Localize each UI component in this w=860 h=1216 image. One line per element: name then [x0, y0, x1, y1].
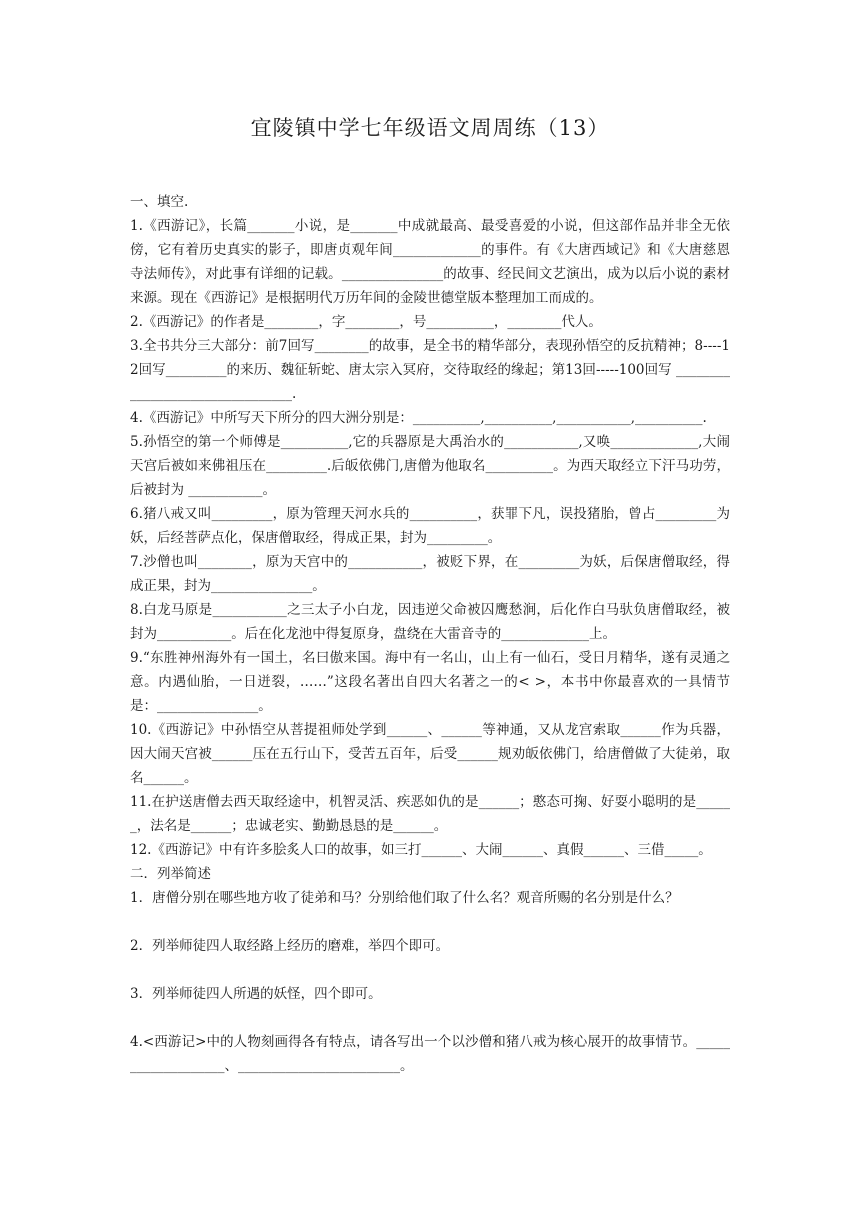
question-5: 5.孙悟空的第一个师傅是__________,它的兵器原是大禹治水的___________,又唤_____________,大闹天宫后被如来佛祖压在_________.后皈依佛门,唐僧为他取名__________。为西天取经立下汗马功劳，后被封为 ___________。 — [130, 434, 730, 498]
question-3: 3.全书共分三大部分：前7回写________的故事，是全书的精华部分，表现孙悟空的反抗精神；8----12回写_________的来历、魏征斩蛇、唐太宗入冥府，交待取经的缘起；第13回-----100回写 ________________________________. — [130, 338, 730, 402]
question-1: 1.《西游记》，长篇_______小说，是_______中成就最高、最受喜爱的小说，但这部作品并非全无依傍，它有着历史真实的影子，即唐贞观年间_____________的事件。有《大唐西域记》和《大唐慈恩寺法师传》，对此事有详细的记载。_______________的故事、经民间文艺演出，成为以后小说的素材来源。现在《西游记》是根据明代万历年间的金陵世德堂版本整理加工而成的。 — [130, 218, 730, 306]
question-8: 8.白龙马原是___________之三太子小白龙，因违逆父命被囚鹰愁涧，后化作白马驮负唐僧取经，被封为___________。后在化龙池中得复原身，盘绕在大雷音寺的_____________上。 — [130, 602, 730, 642]
list-question-4: 4.<西游记>中的人物刻画得各有特点，请各写出一个以沙僧和猪八戒为核心展开的故事情节。___________________、________________________。 — [130, 1034, 730, 1074]
section-heading-list: 二．列举简述 — [130, 866, 211, 882]
question-4: 4.《西游记》中所写天下所分的四大洲分别是：__________,__________,___________,__________. — [130, 410, 707, 426]
list-question-2: 2．列举师徒四人取经路上经历的磨难，举四个即可。 — [130, 938, 450, 954]
question-10: 10.《西游记》中孙悟空从菩提祖师处学到______、______等神通，又从龙宫索取______作为兵器，因大闹天宫被______压在五行山下，受苦五百年，后受______规劝皈依佛门，给唐僧做了大徒弟，取名______。 — [130, 722, 730, 786]
list-question-3: 3．列举师徒四人所遇的妖怪，四个即可。 — [130, 986, 382, 1002]
question-11: 11.在护送唐僧去西天取经途中，机智灵活、疾恶如仇的是______；憨态可掬、好耍小聪明的是______，法名是______；忠诚老实、勤勤恳恳的是______。 — [130, 794, 730, 834]
question-12: 12.《西游记》中有许多脍炙人口的故事，如三打______、大闹______、真假______、三借_____。 — [130, 842, 712, 858]
page-title: 宜陵镇中学七年级语文周周练（13） — [250, 116, 610, 140]
section-heading-fill-in: 一、填空. — [130, 194, 189, 210]
list-section — [130, 862, 730, 1078]
question-7: 7.沙僧也叫________，原为天宫中的___________，被贬下界，在_________为妖，后保唐僧取经，得成正果，封为_______________。 — [130, 554, 730, 594]
question-9: 9.“东胜神州海外有一国土，名曰傲来国。海中有一名山，山上有一仙石，受日月精华，遂有灵通之意。内遇仙胎，一日迸裂，……”这段名著出自四大名著之一的< >，本书中你最喜欢的一具情节是：_______________。 — [130, 650, 730, 714]
question-2: 2.《西游记》的作者是________，字________，号__________，________代人。 — [130, 314, 602, 330]
fill-in-section — [130, 190, 730, 862]
list-question-1: 1．唐僧分别在哪些地方收了徒弟和马？分别给他们取了什么名？观音所赐的名分别是什么？ — [130, 890, 679, 906]
worksheet-page — [130, 112, 730, 1078]
question-6: 6.猪八戒又叫_________，原为管理天河水兵的__________，获罪下凡，误投猪胎，曾占_________为妖，后经菩萨点化，保唐僧取经，得成正果，封为_________。 — [130, 506, 730, 546]
